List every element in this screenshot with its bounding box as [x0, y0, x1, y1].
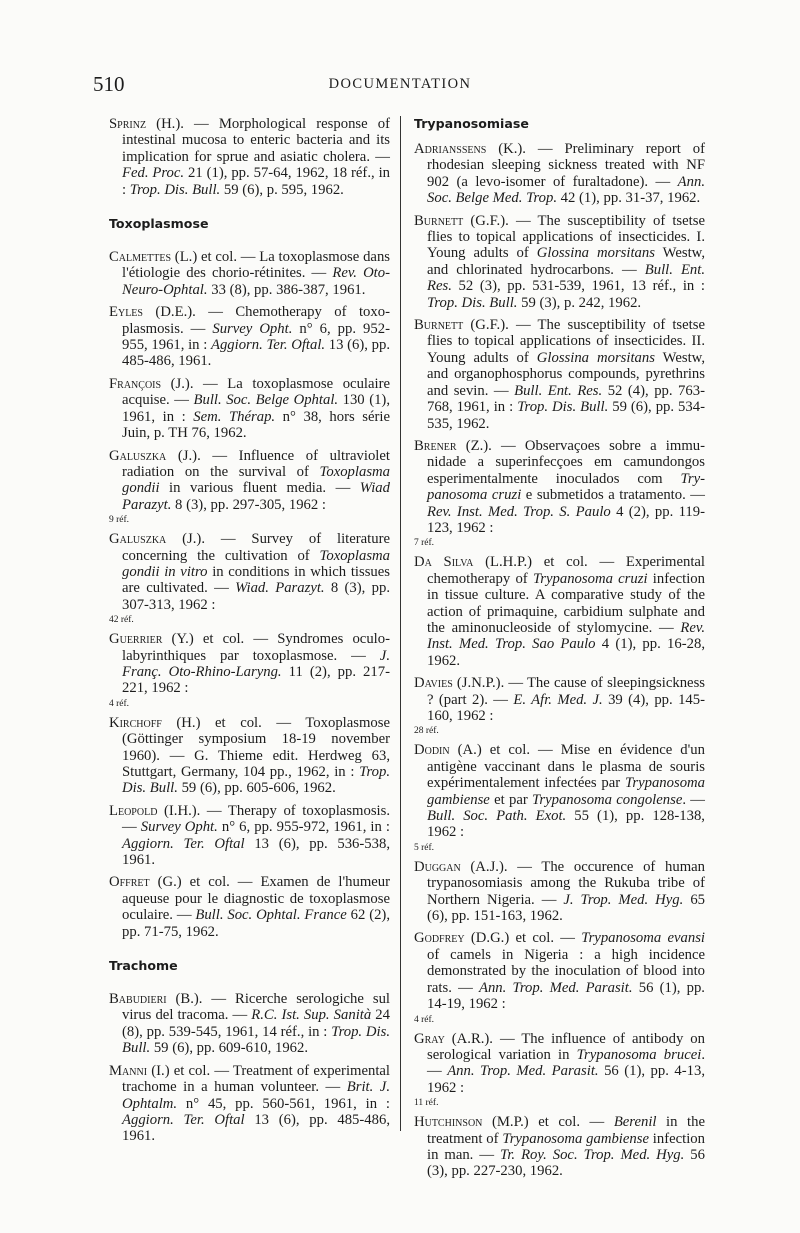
bibliography-entry [109, 531, 390, 625]
entry-author: Offret [109, 874, 150, 891]
right-column [414, 116, 705, 1186]
entry-text: Westw, and organophosphorus compounds, pyrethrins and sevin. — [427, 349, 705, 399]
entry-author: Burnett [414, 212, 464, 229]
entry-author: Adrianssens [414, 141, 487, 157]
entry-text: (H.). — Morphological response of intestinal mucosa to enteric bacteria and its implication for sprue and asiatic cholera. — [122, 116, 390, 165]
reference-count-note: 7 réf. [414, 538, 435, 549]
reference-count-note: 4 réf. [414, 1014, 435, 1025]
entry-author: Kirchoff [109, 714, 162, 731]
bibliography-entry [414, 1114, 705, 1180]
reference-count-note: 5 réf. [414, 842, 435, 853]
bibliography-entry [414, 141, 705, 207]
entry-text: 13 (6), pp. 536-538, 1961. [122, 835, 390, 869]
entry-text: 24 (8), pp. 539-545, 1961, 14 réf., in : [122, 1007, 390, 1040]
entry-citation: E. Afr. Med. J. [513, 691, 603, 708]
bibliography-entry [109, 991, 390, 1057]
entry-text: (A.R.). — The influence of antibody on serological variation in [427, 1030, 705, 1063]
entry-author: Leopold [109, 802, 158, 819]
reference-count-note: 9 réf. [109, 515, 130, 526]
bibliography-entry [414, 675, 705, 736]
bibliography-entry [109, 715, 390, 797]
bibliography-entry [109, 249, 390, 298]
entry-text: (L.H.P.) et col. — Experimental chemotherapy of [427, 554, 706, 587]
entry-citation: Survey Opht. [140, 819, 218, 836]
entry-text: (H.) et col. — Toxoplasmose (Göttinger symposium 18-19 november 1960). — G. Thieme edit. Herdweg 63, Stuttgart, Germany, 104 pp., 1962, in : [122, 714, 390, 780]
entry-citation: Trypanosoma cruzi [532, 570, 648, 587]
reference-count-note: 4 réf. [109, 698, 130, 709]
entry-text: 59 (3), p. 242, 1962. [517, 294, 642, 311]
page-number: 510 [93, 72, 125, 96]
entry-author: Davies [414, 675, 453, 692]
entry-text: (J.N.P.). — The cause of sleepingsickness ? (part 2). — [427, 675, 705, 708]
bibliography-entry [109, 631, 390, 709]
entry-text: 62 (2), pp. 71-75, 1962. [122, 907, 390, 940]
entry-text: Westw, and chlorinated hydrocarbons. — [427, 245, 705, 278]
entry-citation: Trop. Dis. Bull. [427, 294, 518, 311]
entry-text: (A.J.). — The occurence of human trypanosomiasis among the Rukuba tribe of Northern Nigeria. — [427, 858, 705, 908]
entry-text: (G.F.). — The susceptibility of tsetse flies to topical applications of insecticides. II. Young adults of [427, 317, 705, 366]
entry-text: (B.). — Ricerche serologiche sul virus del tracoma. — [122, 991, 390, 1024]
bibliography-entry [414, 438, 705, 548]
entry-author: Calmettes [109, 249, 172, 266]
entry-text: 4 (1), pp. 16-28, 1962. [427, 636, 705, 669]
entry-citation: Wiad Parazyt. [122, 480, 390, 513]
entry-text: 39 (4), pp. 145-160, 1962 : [427, 691, 705, 724]
bibliography-entry [109, 1063, 390, 1145]
entry-text: (G.) et col. — Examen de l'humeur aqueuse pour le diagnostic de toxoplasmose oculaire. — [122, 874, 390, 924]
section-heading: Toxoplasmose [109, 216, 209, 232]
entry-author: Duggan [414, 858, 461, 875]
entry-text: (D.G.) et col. — [464, 930, 582, 947]
entry-citation: Trop. Dis. Bull. [122, 764, 390, 797]
entry-author: Brener [414, 437, 457, 454]
entry-text: 59 (6), pp. 534-535, 1962. [427, 399, 705, 432]
entry-text: 65 (6), pp. 151-163, 1962. [427, 891, 705, 925]
entry-text: (D.E.). — Chemotherapy of toxoplasmosis. — [122, 304, 390, 337]
entry-text: 130 (1), 1961, in : [122, 392, 390, 425]
entry-citation: Trop. Dis. Bull. [129, 181, 221, 198]
entry-text: e submetidos a tratamento. — [521, 487, 705, 504]
bibliography-entry [414, 317, 705, 432]
entry-author: Da Silva [414, 554, 474, 571]
entry-text: 4 (2), pp. 119-123, 1962 : [427, 503, 705, 536]
entry-text: 59 (6), pp. 609-610, 1962. [150, 1040, 309, 1057]
entry-citation: Aggiorn. Ter. Oftal. [210, 337, 326, 354]
entry-text: (I.H.). — Therapy of toxoplasmosis. — [122, 802, 390, 836]
column-divider [400, 116, 401, 1131]
entry-citation: Trypanosoma cruzi [427, 470, 705, 504]
entry-text: 55 (1), pp. 128-138, 1962 : [427, 808, 705, 841]
entry-citation: J. Franç. Oto-Rhino-Laryng. [122, 647, 390, 680]
entry-citation: Rev. Oto-Neuro-Ophtal. [122, 265, 390, 298]
entry-citation: Toxoplasma gondii [122, 463, 390, 497]
entry-citation: Trypanosoma brucei [576, 1046, 702, 1063]
entry-text: in the treatment of [427, 1114, 705, 1147]
entry-text: 33 (8), pp. 386-387, 1961. [207, 281, 366, 298]
entry-author: Gray [414, 1030, 445, 1047]
entry-text: . — [427, 1046, 705, 1080]
entry-text: 11 (2), pp. 217-221, 1962 : [122, 663, 390, 697]
entry-author: Manni [109, 1062, 148, 1079]
entry-text: (Y.) et col. — Syndromes oculolabyrinthiques par toxoplasmose. — [122, 631, 390, 664]
entry-author: Galuszka [109, 531, 167, 548]
entry-citation: Glossina morsitans [536, 245, 655, 262]
entry-text: (J.). — Influence of ultraviolet radiation on the survival of [122, 447, 390, 480]
entry-citation: Trop. Dis. Bull. [122, 1023, 390, 1057]
entry-text: n° 45, pp. 560-561, 1961, in : [177, 1095, 390, 1112]
entry-text: 59 (6), pp. 605-606, 1962. [177, 780, 336, 797]
bibliography-entry [414, 859, 705, 925]
reference-count-note: 28 réf. [414, 726, 439, 737]
entry-citation: Aggiorn. Ter. Oftal [122, 1111, 245, 1128]
entry-text: (J.). — Survey of literature concerning the cultivation of [122, 531, 390, 564]
bibliography-entry [414, 213, 705, 311]
entry-author: Godfrey [414, 930, 465, 947]
entry-text: 59 (6), p. 595, 1962. [220, 181, 344, 198]
entry-text: 8 (3), pp. 297-305, 1962 : [171, 496, 326, 513]
entry-citation: Toxoplasma gondii in vitro [122, 547, 390, 580]
entry-citation: Brit. J. Ophtalm. [122, 1079, 390, 1112]
entry-citation: R.C. Ist. Sup. Sanità [251, 1007, 372, 1024]
entry-citation: Sem. Thérap. [193, 408, 276, 425]
entry-citation: Bull. Ent. Res. [514, 382, 603, 399]
entry-text: 13 (6), pp. 485-486, 1961. [122, 337, 390, 370]
entry-citation: Fed. Proc. [122, 165, 185, 182]
entry-text: n° 38, hors série Juin, p. TH 76, 1962. [122, 408, 390, 442]
entry-citation: Survey Opht. [212, 320, 293, 337]
bibliography-entry [109, 304, 390, 370]
entry-citation: Bull. Ent. Res. [427, 261, 706, 295]
entry-text: 56 (1), pp. 4-13, 1962 : [427, 1063, 705, 1096]
entry-citation: Bull. Soc. Ophtal. France [195, 907, 347, 924]
entry-citation: Glossina morsitans [536, 349, 655, 366]
entry-citation: Ann. Trop. Med. Parasit. [478, 979, 633, 996]
entry-author: Dodin [414, 742, 450, 759]
bibliography-entry [414, 1031, 705, 1109]
entry-citation: Rev. Inst. Med. Trop. S. Paulo [427, 503, 611, 520]
entry-citation: Wiad. Parazyt. [235, 580, 325, 597]
entry-citation: Berenil [613, 1114, 657, 1131]
entry-author: Hutchinson [414, 1114, 483, 1131]
bibliography-entry [109, 376, 390, 442]
entry-text: in various fluent media. — [159, 480, 360, 497]
entry-text: in conditions in which tissues are cultivated. — [122, 563, 390, 597]
entry-citation: J. Trop. Med. Hyg. [563, 891, 684, 908]
bibliography-entry [414, 742, 705, 852]
entry-text: . — [682, 791, 705, 808]
entry-author: Galuszka [109, 447, 167, 464]
entry-citation: Ann. Trop. Med. Parasit. [447, 1063, 599, 1080]
entry-text: n° 6, pp. 955-972, 1961, in : [217, 819, 390, 836]
entry-citation: Bull. Soc. Path. Exot. [427, 808, 567, 825]
bibliography-entry [414, 554, 705, 669]
entry-text: 21 (1), pp. 57-64, 1962, 18 réf., in : [122, 165, 391, 198]
entry-citation: Trop. Dis. Bull. [517, 399, 609, 416]
entry-citation: Trypanosoma congolense [532, 791, 683, 808]
entry-text: (G.F.). — The susceptibility of tsetse flies to topical applications of insecticides. I. Young adults of [427, 212, 705, 262]
entry-text: n° 6, pp. 952-955, 1961, in : [122, 320, 390, 354]
entry-text: (L.) et col. — La toxoplasmose dans l'étiologie des chorio-rétinites. — [122, 249, 390, 282]
entry-citation: Bull. Soc. Belge Ophtal. [193, 392, 339, 409]
reference-count-note: 11 réf. [414, 1098, 439, 1109]
entry-author: François [109, 375, 162, 392]
running-title: DOCUMENTATION [328, 76, 472, 92]
entry-citation: Tr. Roy. Soc. Trop. Med. Hyg. [499, 1146, 685, 1163]
entry-text: (I.) et col. — Treatment of experimental trachome in a human volunteer. — [122, 1062, 390, 1096]
entry-author: Babudieri [109, 991, 167, 1008]
section-heading: Trachome [109, 958, 178, 974]
entry-text: 52 (4), pp. 763-768, 1961, in : [427, 382, 705, 416]
entry-text: infection in tissue culture. A comparative study of the action of primaquine, carbidium sulphate and the aminonucleoside of stylomycine. — [427, 570, 705, 636]
bibliography-entry [109, 448, 390, 526]
reference-count-note: 42 réf. [109, 615, 134, 626]
entry-text: (A.) et col. — Mise en évidence d'un antigène vaccinant dans le plasma de souris expérimentalement infectées par [427, 742, 705, 792]
bibliography-entry [109, 116, 390, 198]
entry-text: 56 (1), pp. 14-19, 1962 : [427, 979, 705, 1013]
entry-author: Eyles [109, 304, 143, 321]
entry-author: Sprinz [109, 116, 147, 132]
entry-citation: Trypanosoma evansi [581, 930, 706, 947]
entry-text: (K.). — Preliminary report of rhodesian sleeping sickness treated with NF 902 (a levo-isomer of furaltadone). — [427, 141, 705, 190]
entry-text: (Z.). — Observaçoes sobre a immunidade a superinfecçoes em camundongos esperimentalmente inoculados com [427, 437, 705, 487]
bibliography-entry [109, 874, 390, 940]
entry-citation: Trypanosoma gambiense [427, 775, 705, 808]
entry-text: 8 (3), pp. 307-313, 1962 : [122, 580, 390, 613]
entry-text: 56 (3), pp. 227-230, 1962. [427, 1146, 705, 1180]
bibliography-entry [109, 803, 390, 869]
entry-citation: Rev. Inst. Med. Trop. Sao Paulo [427, 619, 705, 653]
entry-text: (M.P.) et col. — [482, 1114, 614, 1131]
entry-author: Guerrier [109, 631, 163, 648]
entry-text: et par [489, 791, 533, 808]
entry-citation: Trypanosoma gambiense [502, 1130, 649, 1147]
entry-citation: Aggiorn. Ter. Oftal [122, 835, 245, 852]
entry-text: (J.). — La toxoplasmose oculaire acquise. — [122, 375, 390, 409]
entry-text: 52 (3), pp. 531-539, 1961, 13 réf., in : [451, 278, 705, 295]
entry-citation: Ann. Soc. Belge Med. Trop. [427, 173, 705, 207]
entry-text: 42 (1), pp. 31-37, 1962. [557, 190, 701, 207]
bibliography-entry [414, 930, 705, 1024]
entry-text: 13 (6), pp. 485-486, 1961. [122, 1111, 390, 1145]
entry-text: infection in man. — [427, 1130, 705, 1163]
entry-text: of camels in Nigeria : a high incidence demonstrated by the inoculation of blood into rats. — [427, 946, 705, 996]
entry-author: Burnett [414, 317, 464, 334]
section-heading: Trypanosomiase [414, 116, 529, 131]
left-column [109, 116, 390, 1151]
